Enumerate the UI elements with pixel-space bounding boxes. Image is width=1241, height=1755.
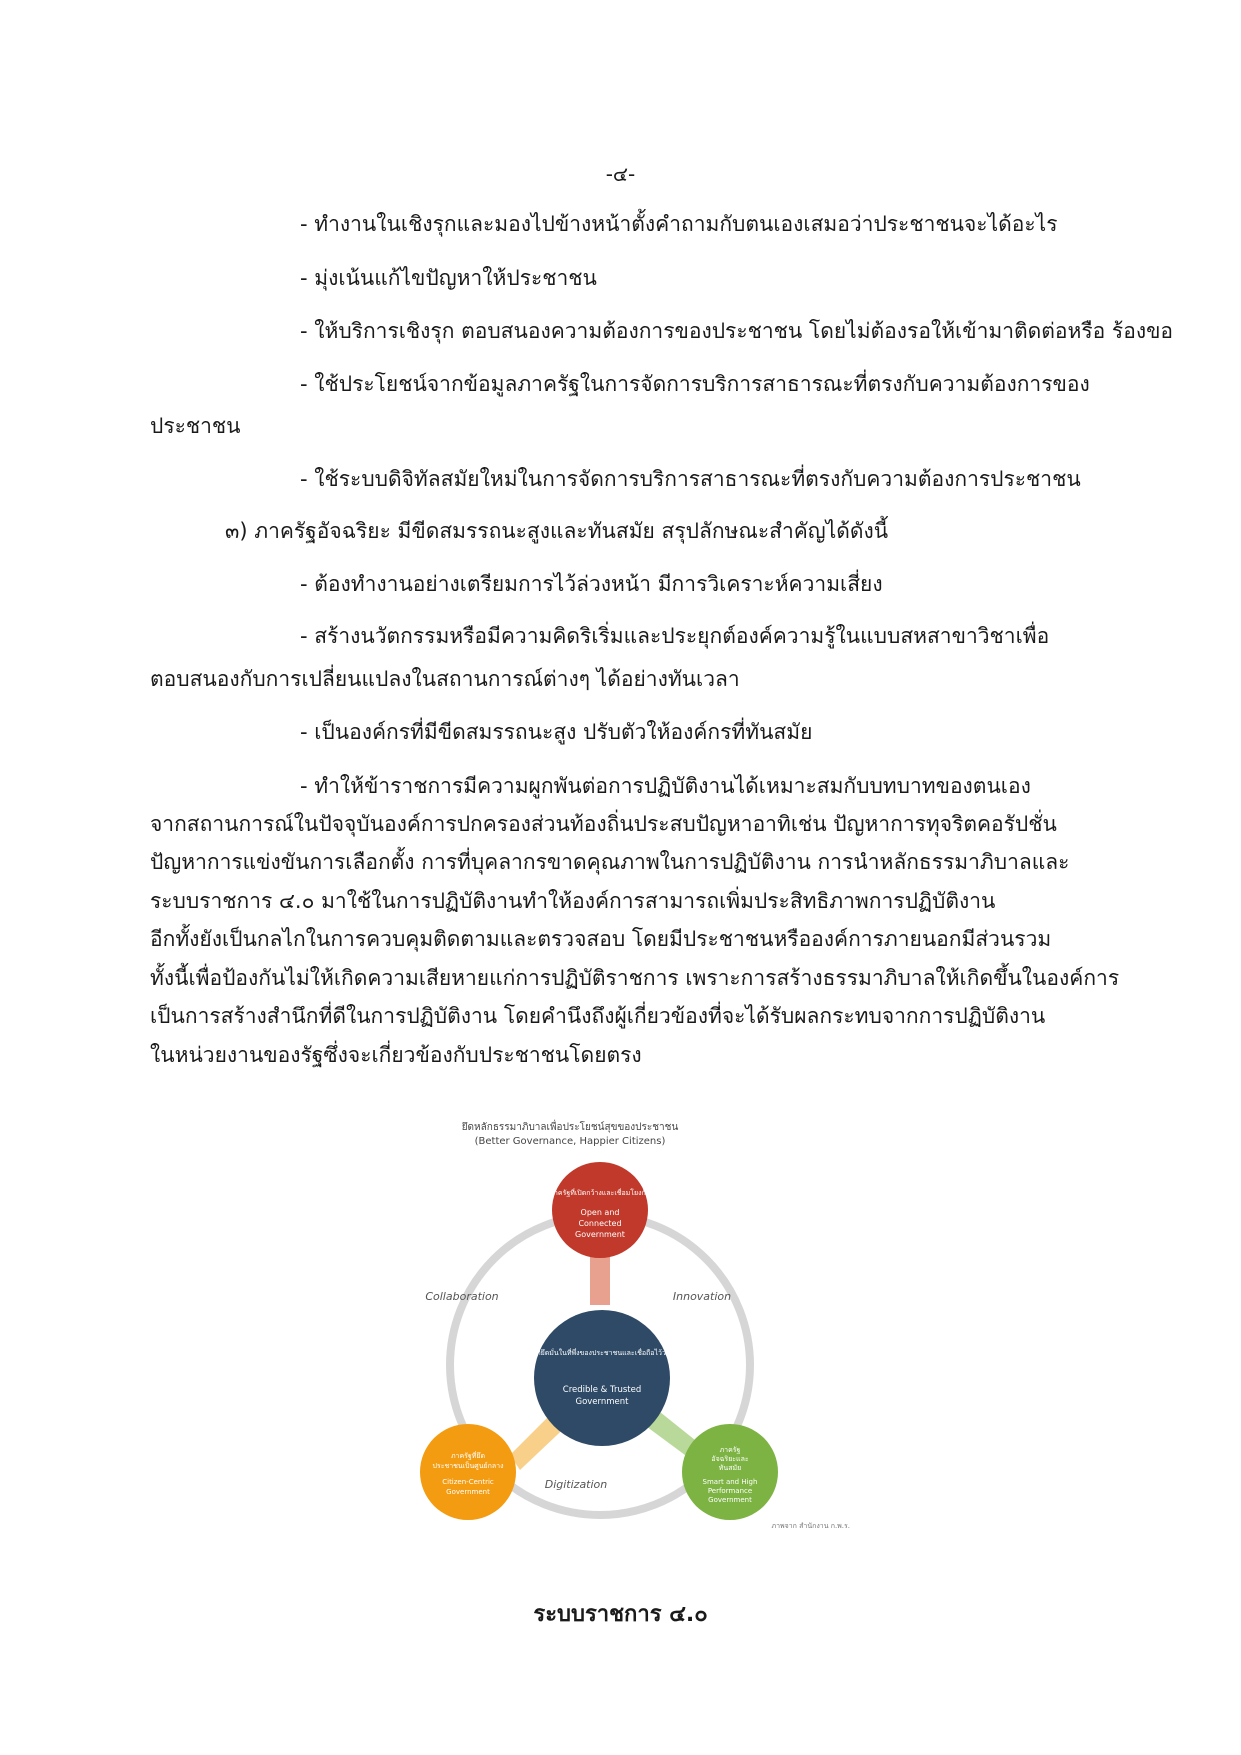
bullet-line: - ทำให้ข้าราชการมีความผูกพันต่อการปฏิบัติงานได้เหมาะสมกับบทบาทของตนเอง (300, 774, 1031, 798)
government-4-0-diagram (390, 1100, 900, 1540)
page-number: -๔- (605, 162, 636, 186)
center-node-en-2: Government (575, 1397, 629, 1407)
paragraph-line: อีกทั้งยังเป็นกลไกในการควบคุมติดตามและตรวจสอบ โดยมีประชาชนหรือองค์การภายนอกมีส่วนรวม (150, 927, 1052, 951)
paragraph-line: ในหน่วยงานของรัฐซึ่งจะเกี่ยวข้องกับประชาชนโดยตรง (150, 1043, 642, 1067)
right-node-en-2: Performance (707, 1487, 753, 1495)
right-node-th-2: อัจฉริยะและ (711, 1455, 749, 1463)
paragraph-line: ทั้งนี้เพื่อป้องกันไม่ให้เกิดความเสียหายแก่การปฏิบัติราชการ เพราะการสร้างธรรมาภิบาลให้เกิดขึ้นในองค์การ (150, 966, 1120, 990)
left-node-en-2: Government (446, 1488, 490, 1496)
top-node-en-3: Government (575, 1230, 625, 1239)
continuation-line: ประชาชน (150, 414, 241, 438)
continuation-line: ตอบสนองกับการเปลี่ยนแปลงในสถานการณ์ต่างๆ ได้อย่างทันเวลา (150, 667, 740, 691)
bullet-line: - มุ่งเน้นแก้ไขปัญหาให้ประชาชน (300, 266, 597, 290)
section-heading: ๓) ภาครัฐอัจฉริยะ มีขีดสมรรถนะสูงและทันสมัย สรุปลักษณะสำคัญได้ดังนี้ (225, 519, 889, 543)
bullet-line: - เป็นองค์กรที่มีขีดสมรรถนะสูง ปรับตัวให้องค์กรที่ทันสมัย (300, 720, 813, 744)
diagram-title-th: ยึดหลักธรรมาภิบาลเพื่อประโยชน์สุขของประชาชน (461, 1122, 679, 1133)
paragraph-line: จากสถานการณ์ในปัจจุบันองค์การปกครองส่วนท้องถิ่นประสบปัญหาอาทิเช่น ปัญหาการทุจริตคอรัปชั่น (150, 812, 1057, 836)
diagram-svg (390, 1100, 900, 1540)
image-credit: ภาพจาก สำนักงาน ก.พ.ร. (771, 1522, 850, 1530)
center-node-en-1: Credible & Trusted (562, 1385, 642, 1395)
bullet-line: - สร้างนวัตกรรมหรือมีความคิดริเริ่มและประยุกต์องค์ความรู้ในแบบสหสาขาวิชาเพื่อ (300, 624, 1050, 648)
paragraph-line: ปัญหาการแข่งขันการเลือกตั้ง การที่บุคลากรขาดคุณภาพในการปฏิบัติงาน การนำหลักธรรมาภิบาลและ (150, 850, 1070, 874)
left-node (420, 1424, 516, 1520)
center-node (534, 1310, 670, 1446)
right-node-th-1: ภาครัฐ (719, 1446, 741, 1454)
top-node-en-1: Open and (580, 1208, 620, 1217)
top-node-en-2: Connected (578, 1219, 622, 1228)
figure-caption: ระบบราชการ ๔.๐ (533, 1602, 708, 1627)
bullet-line: - ทำงานในเชิงรุกและมองไปข้างหน้าตั้งคำถามกับตนเองเสมอว่าประชาชนจะได้อะไร (300, 212, 1058, 236)
bullet-line: - ใช้ระบบดิจิทัลสมัยใหม่ในการจัดการบริการสาธารณะที่ตรงกับความต้องการประชาชน (300, 467, 1081, 491)
bullet-line: - ต้องทำงานอย่างเตรียมการไว้ล่วงหน้า มีการวิเคราะห์ความเสี่ยง (300, 572, 883, 596)
label-collaboration: Collaboration (425, 1290, 499, 1303)
bullet-line: - ใช้ประโยชน์จากข้อมูลภาครัฐในการจัดการบริการสาธารณะที่ตรงกับความต้องการของ (300, 372, 1090, 396)
top-node-th: ภาครัฐที่เปิดกว้างและเชื่อมโยงกัน (549, 1189, 651, 1197)
bullet-line: - ให้บริการเชิงรุก ตอบสนองความต้องการของประชาชน โดยไม่ต้องรอให้เข้ามาติดต่อหรือ ร้องขอ (300, 319, 1174, 343)
label-innovation: Innovation (672, 1290, 732, 1303)
paragraph-line: เป็นการสร้างสำนึกที่ดีในการปฏิบัติงาน โดยคำนึงถึงผู้เกี่ยวข้องที่จะได้รับผลกระทบจากการปฏิบัติงาน (150, 1004, 1046, 1028)
label-digitization: Digitization (544, 1478, 608, 1491)
paragraph-line: ระบบราชการ ๔.๐ มาใช้ในการปฏิบัติงานทำให้องค์การสามารถเพิ่มประสิทธิภาพการปฏิบัติงาน (150, 889, 996, 913)
left-node-th-2: ประชาชนเป็นศูนย์กลาง (432, 1462, 504, 1470)
left-node-en-1: Citizen-Centric (442, 1478, 494, 1486)
right-node-en-3: Government (708, 1496, 752, 1504)
right-node (682, 1424, 778, 1520)
right-node-en-1: Smart and High (702, 1478, 758, 1486)
right-node-th-3: ทันสมัย (718, 1464, 742, 1472)
diagram-title-en: (Better Governance, Happier Citizens) (474, 1136, 666, 1147)
left-node-th-1: ภาครัฐที่ยึด (450, 1452, 486, 1460)
center-node-th: ภาครัฐที่ยึดมั่นในที่พึ่งของประชาชนและเชื่อถือไว้วางใจได้ (515, 1349, 689, 1357)
